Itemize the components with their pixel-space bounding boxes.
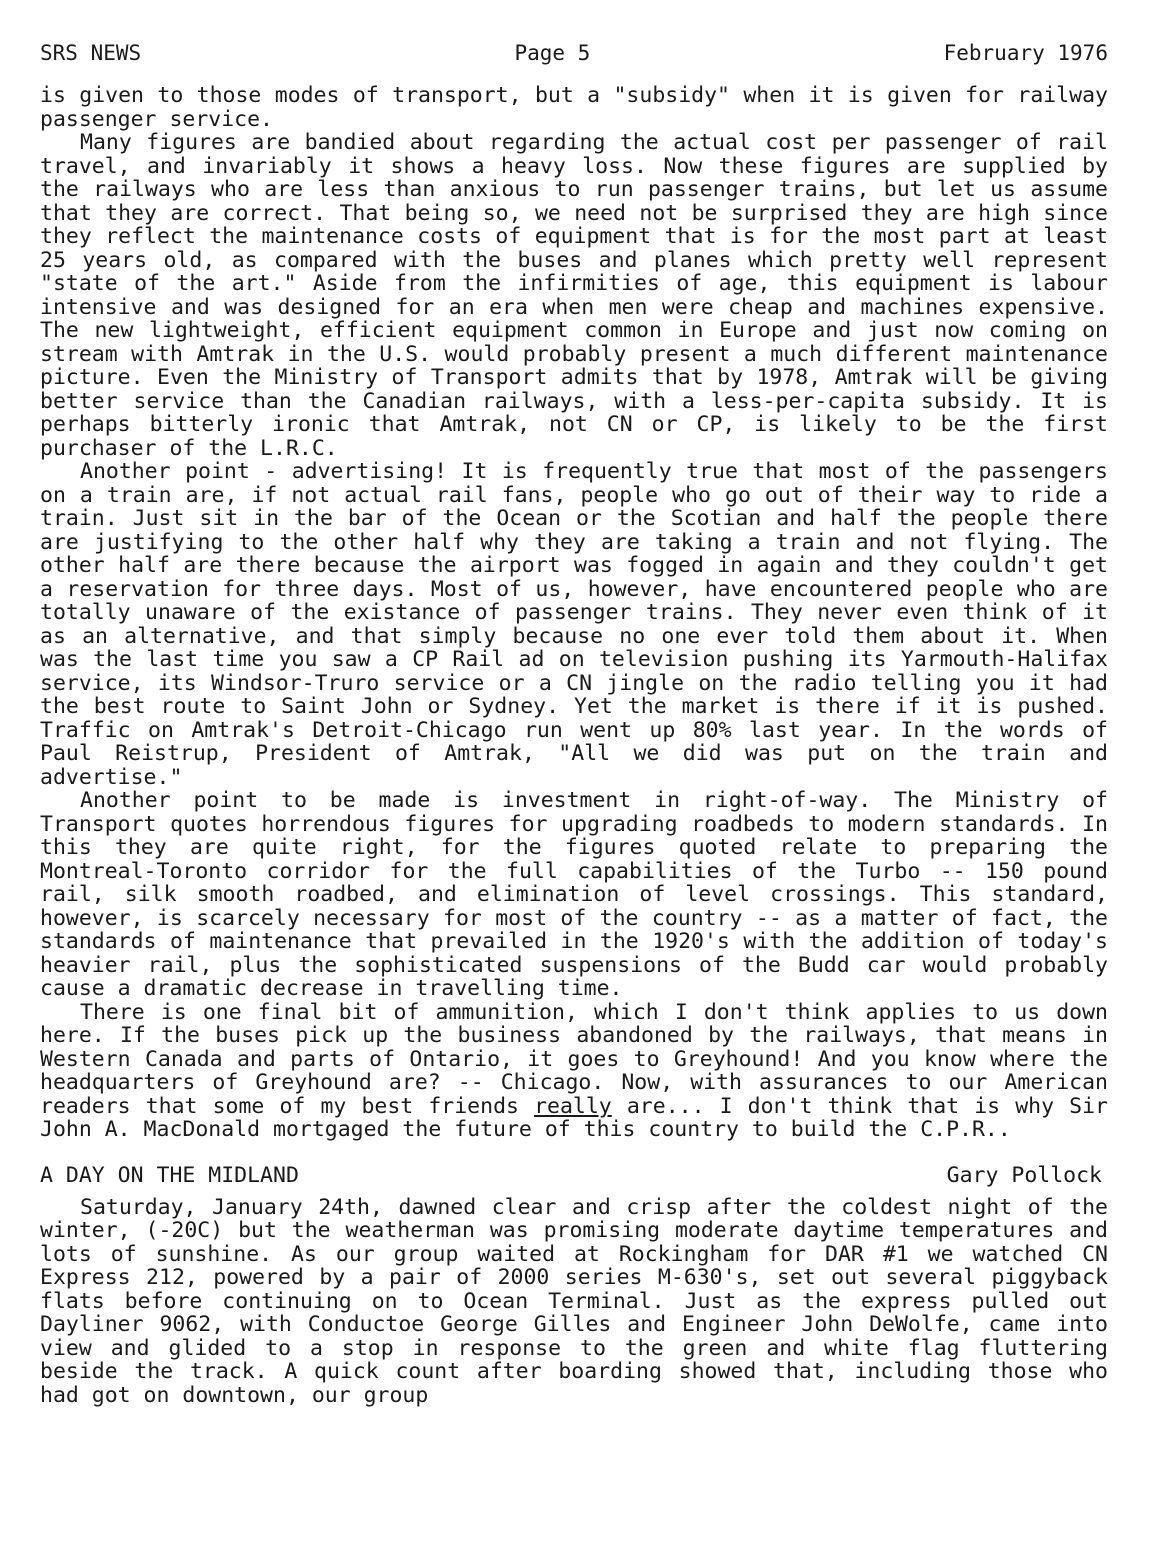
article-title: A DAY ON THE MIDLAND <box>40 1162 299 1188</box>
issue-date: February 1976 <box>943 41 1108 65</box>
article-day-on-midland <box>40 1196 1108 1408</box>
underlined-word: really <box>534 1093 612 1119</box>
text-span: There is one final bit of ammunition, which I don't think applies to us down here. If the buses pick up the business abandoned by the railways, that means in Western Canada and parts of Ontario, it goes to Greyhound! And you know where the headquarters of Greyhound are? -- Chicago. Now, with assurances to our American readers that some of my best friends <box>40 999 1108 1119</box>
text-span: are... I don't think that is why Sir John A. MacDonald mortgaged the future of this country to build the C.P.R.. <box>40 1093 1108 1142</box>
newsletter-name: SRS NEWS <box>40 41 142 65</box>
article-rail-subsidy <box>40 84 1108 1142</box>
paragraph-advertising: Another point - advertising! It is frequently true that most of the passengers on a train are, if not actual rail fans, people who go out of their way to ride a train. Just sit in the bar of the Ocean or the Scotian and half the people there are justifying to the other half why they are taking a train and not flying. The other half are there because the airport was fogged in again and they couldn't get a reservation for three days. Most of us, however, have encountered people who are totally unaware of the existance of passenger trains. They never even think of it as an alternative, and that simply because no one ever told them about it. When was the last time you saw a CP Rail ad on television pushing its Yarmouth-Halifax service, its Windsor-Truro service or a CN jingle on the radio telling you it had the best route to Saint John or Sydney. Yet the market is there if it is pushed. Traffic on Amtrak's Detroit-Chicago run went up 80% last year. In the words of Paul Reistrup, President of Amtrak, "All we did was put on the train and advertise." <box>40 459 1108 790</box>
article-heading <box>40 1164 1108 1188</box>
page-number: Page 5 <box>514 41 591 65</box>
paragraph-opening: Saturday, January 24th, dawned clear and crisp after the coldest night of the winter, (-20C) but the weatherman was promising moderate daytime temperatures and lots of sunshine. As our group waited at Rockingham for DAR #1 we watched CN Express 212, powered by a pair of 2000 series M-630's, set out several piggyback flats before continuing on to Ocean Terminal. Just as the express pulled out Dayliner 9062, with Conductoe George Gilles and Engineer John DeWolfe, came into view and glided to a stop in response to the green and white flag fluttering beside the track. A quick count after boarding showed that, including those who had got on downtown, our group <box>40 1194 1108 1408</box>
page-header <box>40 40 1108 84</box>
paragraph-cost-figures: Many figures are bandied about regarding the actual cost per passenger of rail travel, and invariably it shows a heavy loss. Now these figures are supplied by the railways who are less than anxious to run passenger trains, but let us assume that they are correct. That being so, we need not be surprised they are high since they reflect the maintenance costs of equipment that is for the most part at least 25 years old, as compared with the buses and planes which pretty well represent "state of the art." Aside from the infirmities of age, this equipment is labour intensive and was designed for an era when men were cheap and machines expensive. The new lightweight, efficient equipment common in Europe and just now coming on stream with Amtrak in the U.S. would probably present a much different maintenance picture. Even the Ministry of Transport admits that by 1978, Amtrak will be giving better service than the Canadian railways, with a less-per-capita subsidy. It is perhaps bitterly ironic that Amtrak, not CN or CP, is likely to be the first purchaser of the L.R.C. <box>40 130 1108 461</box>
article-byline: Gary Pollock <box>946 1162 1102 1188</box>
paragraph-final-ammunition <box>40 1001 1108 1142</box>
paragraph-continuation: is given to those modes of transport, but a "subsidy" when it is given for railway passenger service. <box>40 83 1108 132</box>
paragraph-right-of-way: Another point to be made is investment in right-of-way. The Ministry of Transport quotes horrendous figures for upgrading roadbeds to modern standards. In this they are quite right, for the figures quoted relate to preparing the Montreal-Toronto corridor for the full capabilities of the Turbo -- 150 pound rail, silk smooth roadbed, and elimination of level crossings. This standard, however, is scarcely necessary for most of the country -- as a matter of fact, the standards of maintenance that prevailed in the 1920's with the addition of today's heavier rail, plus the sophisticated suspensions of the Budd car would probably cause a dramatic decrease in travelling time. <box>40 788 1108 1001</box>
